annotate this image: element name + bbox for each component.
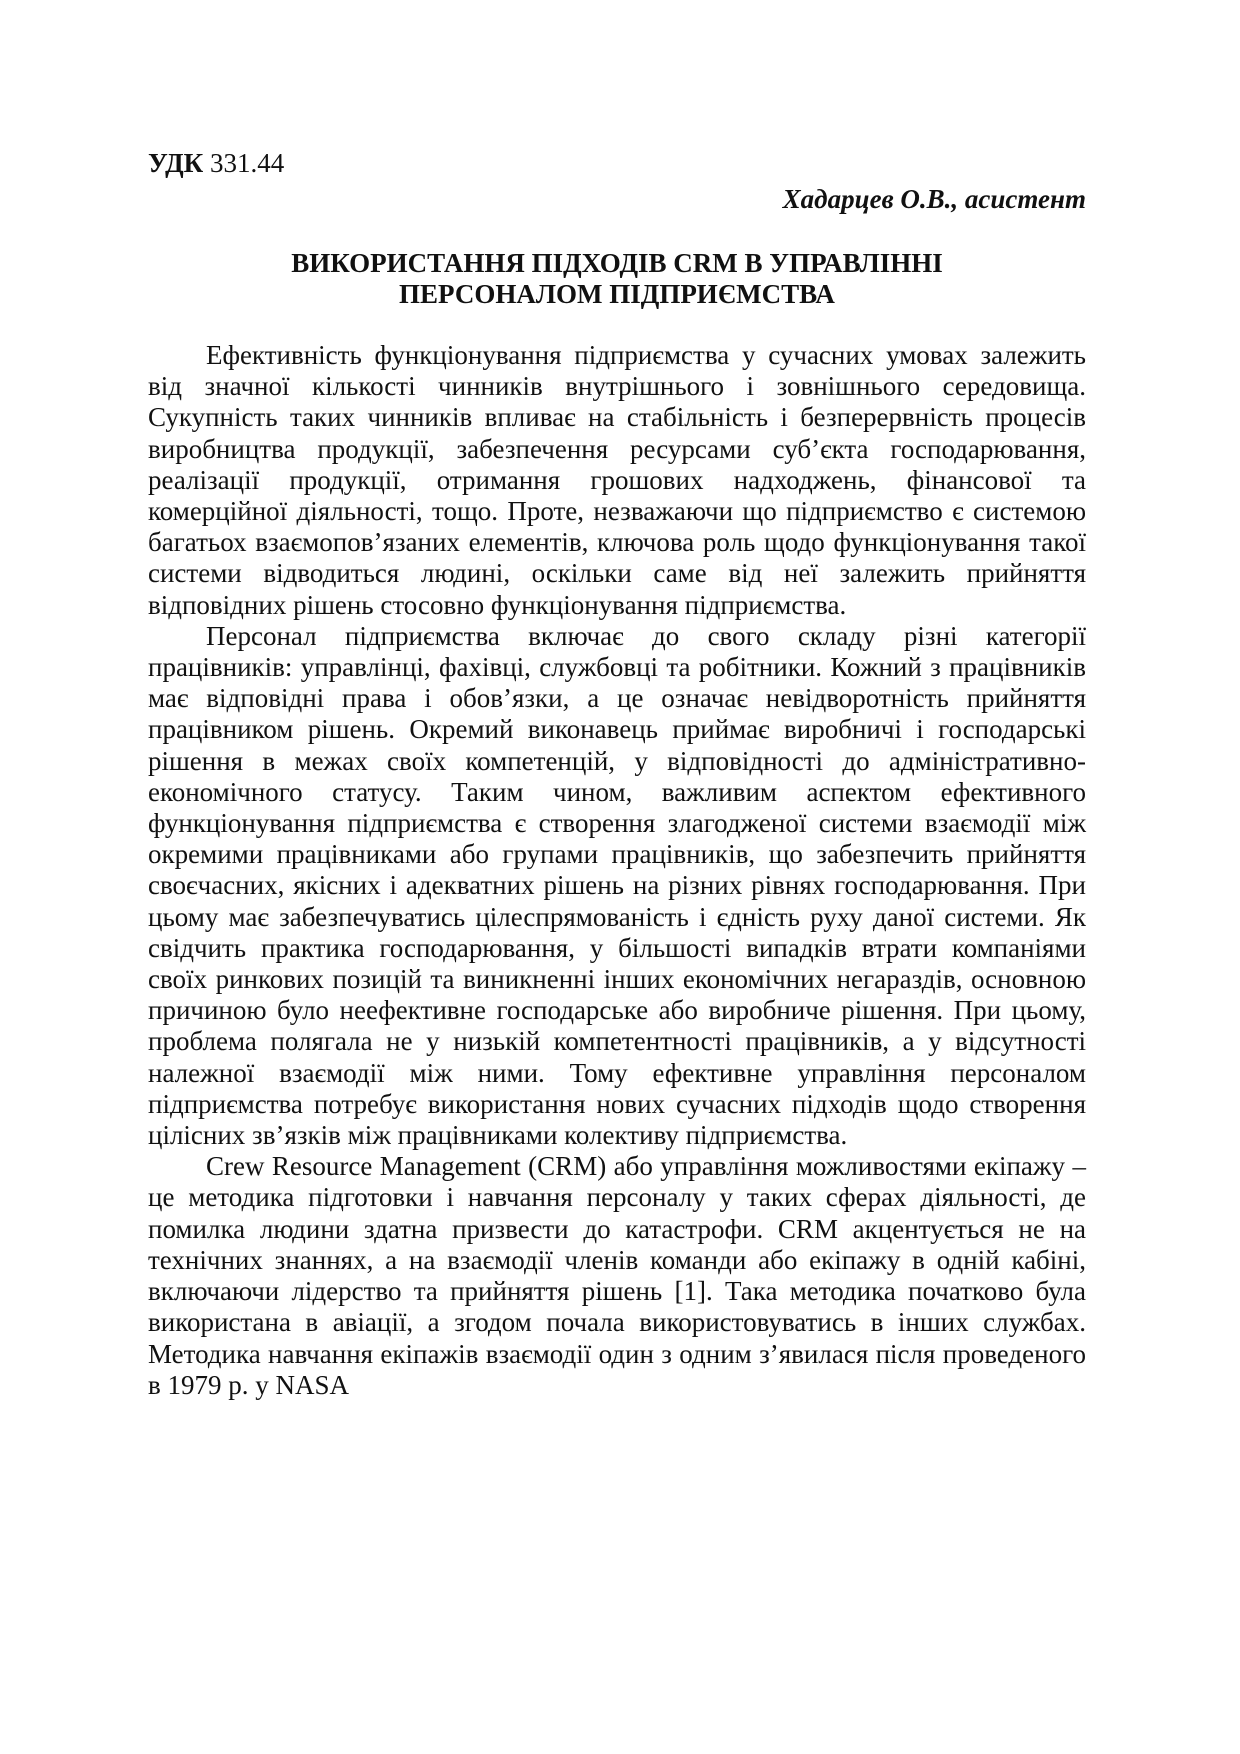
paper-title-line-1: ВИКОРИСТАННЯ ПІДХОДІВ CRM В УПРАВЛІННІ xyxy=(291,248,943,278)
body-paragraph-2: Персонал підприємства включає до свого складу різні категорії працівників: управлінці, фахівці, службовці та робітники. Кожний з працівників має відповідні права і обов’язки, а це означає невідворотність прийняття працівником рішень. Окремий виконавець приймає виробничі і господарські рішення в межах своїх компетенцій, у відповідності до адміністративно-економічного статусу. Таким чином, важливим аспектом ефективного функціонування підприємства є створення злагодженої системи взаємодії між окремими працівниками або групами працівників, що забезпечить прийняття своєчасних, якісних і адекватних рішень на різних рівнях господарювання. При цьому має забезпечуватись цілеспрямованість і єдність руху даної системи. Як свідчить практика господарювання, у більшості випадків втрати компаніями своїх ринкових позицій та виникненні інших економічних негараздів, основною причиною було неефективне господарське або виробниче рішення. При цьому, проблема полягала не у низькій компетентності працівників, а у відсутності належної взаємодії між ними. Тому ефективне управління персоналом підприємства потребує використання нових сучасних підходів щодо створення цілісних зв’язків між працівниками колективу підприємства. xyxy=(148,620,1086,1151)
udc-label: УДК xyxy=(148,148,204,178)
paper-title-line-2: ПЕРСОНАЛОМ ПІДПРИЄМСТВА xyxy=(399,279,835,309)
udc-line xyxy=(148,146,1086,180)
udc-code: 331.44 xyxy=(210,148,285,178)
author-line: Хадарцев О.В., асистент xyxy=(782,184,1086,214)
document-page xyxy=(148,146,1086,1401)
body-paragraph-1: Ефективність функціонування підприємства у сучасних умовах залежить від значної кількості чинників внутрішнього і зовнішнього середовища. Сукупність таких чинників впливає на стабільність і безперервність процесів виробництва продукції, забезпечення ресурсами суб’єкта господарювання, реалізації продукції, отримання грошових надходжень, фінансової та комерційної діяльності, тощо. Проте, незважаючи що підприємство є системою багатьох взаємопов’язаних елементів, ключова роль щодо функціонування такої системи відводиться людині, оскільки саме від неї залежить прийняття відповідних рішень стосовно функціонування підприємства. xyxy=(148,340,1086,620)
paper-title xyxy=(148,248,1086,310)
body-paragraph-3: Crew Resource Management (CRM) або управління можливостями екіпажу – це методика підготовки і навчання персоналу у таких сферах діяльності, де помилка людини здатна призвести до катастрофи. CRM акцентується не на технічних знаннях, а на взаємодії членів команди або екіпажу в одній кабіні, включаючи лідерство та прийняття рішень [1]. Така методика початково була використана в авіації, а згодом почала використовуватись в інших службах. Методика навчання екіпажів взаємодії один з одним з’явилася після проведеного в 1979 р. у NASA xyxy=(148,1151,1086,1400)
